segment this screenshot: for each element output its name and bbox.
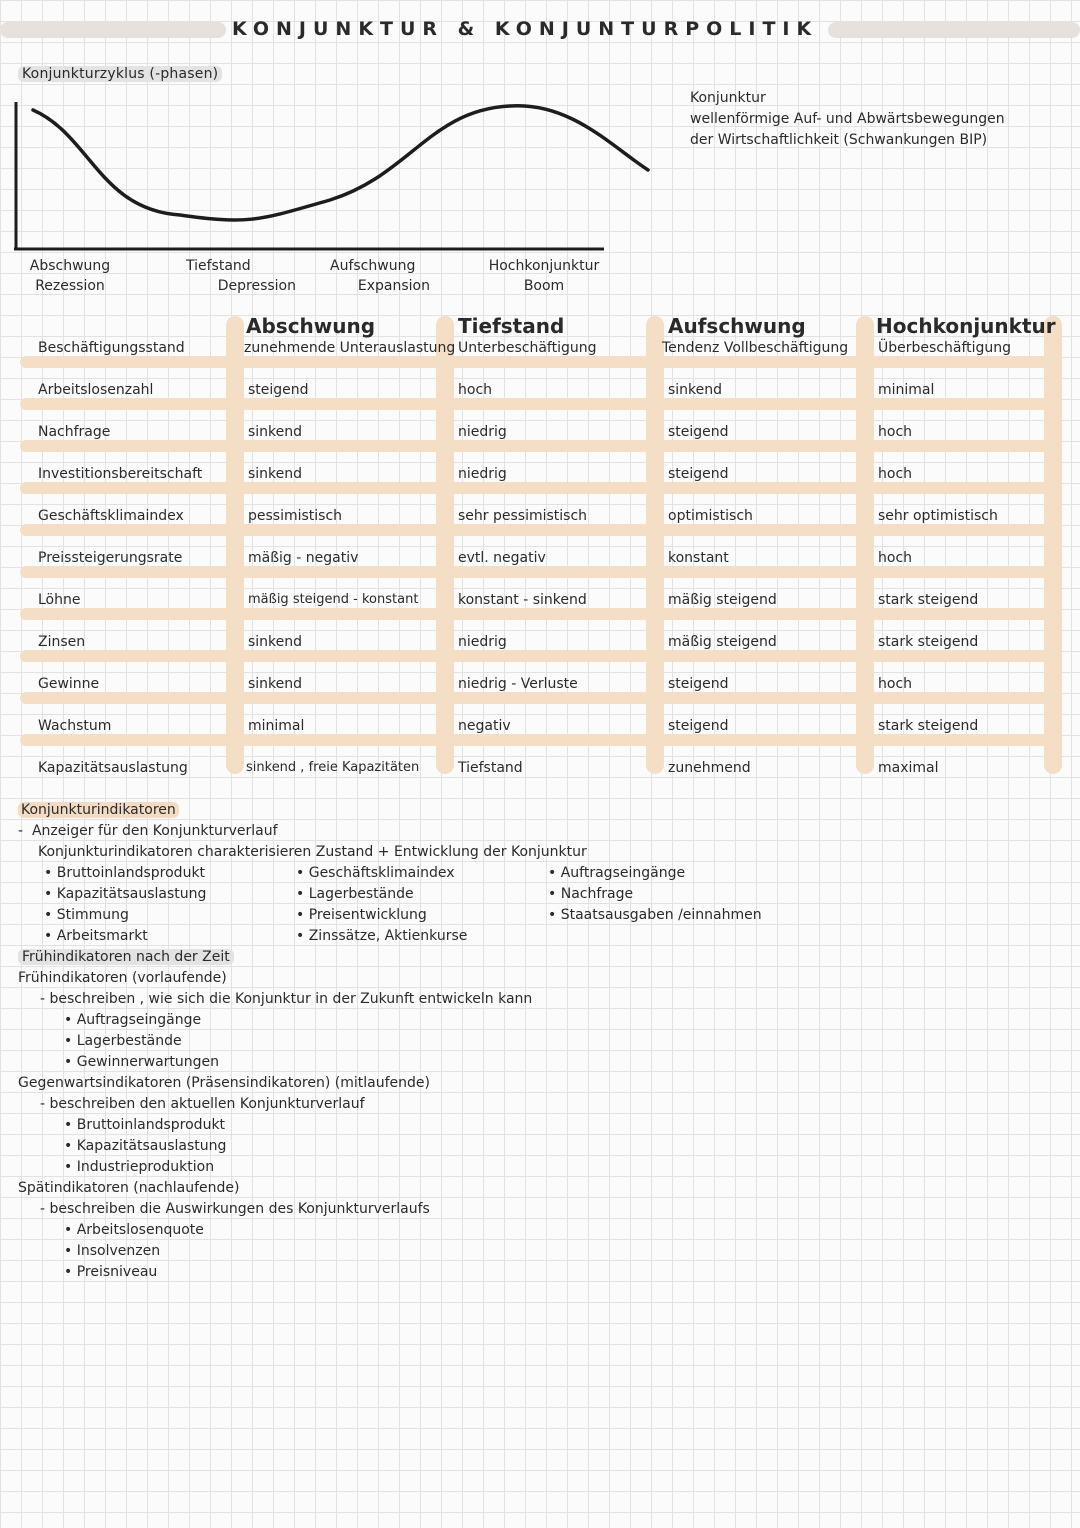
table-cell: steigend [668,718,729,734]
list-item-text: Bruttoinlandsprodukt [56,865,206,881]
row-stripe [20,356,1060,368]
by-time-heading [18,947,234,968]
list-item: • Auftragseingänge [64,1012,202,1028]
row-stripe [20,398,1060,410]
table-cell: negativ [458,718,511,734]
row-label: Wachstum [38,718,112,734]
row-label: Arbeitslosenzahl [38,382,154,398]
list-item: • Lagerbestände [296,886,414,902]
early-desc: - beschreiben , wie sich die Konjunktur in der Zukunft entwickeln kann [40,991,533,1007]
list-item-text: Industrieproduktion [76,1159,215,1175]
table-cell: steigend [668,676,729,692]
column-divider [1044,316,1062,774]
list-item-text: Arbeitsmarkt [56,928,148,944]
phase-alt: Boom [523,278,565,294]
row-stripe [20,734,1060,746]
table-cell: hoch [458,382,493,398]
list-item-text: Preisniveau [76,1264,158,1280]
column-divider [856,316,874,774]
table-cell: sehr pessimistisch [458,508,588,524]
definition-term: Konjunktur [690,90,766,106]
list-item: • Bruttoinlandsprodukt [64,1117,226,1133]
phase-name: Aufschwung [330,258,416,274]
early-desc-text: beschreiben , wie sich die Konjunktur in der Zukunft entwickeln kann [49,991,533,1007]
late-desc: - beschreiben die Auswirkungen des Konjunkturverlaufs [40,1201,430,1217]
table-cell: mäßig steigend [668,634,777,650]
row-label: Nachfrage [38,424,111,440]
row-label: Zinsen [38,634,86,650]
column-divider [436,316,454,774]
table-cell: mäßig steigend - konstant [248,592,419,607]
table-cell: stark steigend [878,634,979,650]
table-cell: niedrig [458,634,507,650]
phase-alt: Expansion [357,278,430,294]
definition-block [690,88,1005,151]
list-item-text: Lagerbestände [76,1033,182,1049]
table-cell: stark steigend [878,718,979,734]
definition-line: wellenförmige Auf- und Abwärtsbewegungen [690,111,1005,127]
list-item: • Zinssätze, Aktienkurse [296,928,468,944]
table-cell: sinkend [248,466,303,482]
phase-alt: Depression [217,278,296,294]
column-title-aufschwung: Aufschwung [668,314,806,338]
late-title: Spätindikatoren (nachlaufende) [18,1180,240,1196]
indicators-desc1: Anzeiger für den Konjunkturverlauf [31,823,278,839]
list-item: • Preisniveau [64,1264,158,1280]
list-item: • Arbeitslosenquote [64,1222,204,1238]
present-title: Gegenwartsindikatoren (Präsensindikatoren) (mitlaufende) [18,1075,430,1091]
indicators-heading-text: Konjunkturindikatoren [18,802,179,818]
phase-abschwung [20,256,120,296]
indicators-desc-line [18,821,278,842]
table-cell: mäßig - negativ [248,550,359,566]
row-label: Preissteigerungsrate [38,550,183,566]
dash-bullet: - [18,823,24,839]
table-cell: hoch [878,550,913,566]
row-label: Geschäftsklimaindex [38,508,184,524]
column-divider [646,316,664,774]
row-label: Investitionsbereitschaft [38,466,203,482]
row-stripe [20,566,1060,578]
column-title-abschwung: Abschwung [246,314,376,338]
row-label: Kapazitätsauslastung [38,760,188,776]
table-cell: steigend [668,466,729,482]
row-stripe [20,692,1060,704]
indicators-heading [18,800,179,821]
table-cell: evtl. negativ [458,550,546,566]
table-cell: hoch [878,466,913,482]
list-item-text: Auftragseingänge [560,865,686,881]
table-cell: sinkend [248,676,303,692]
table-cell: steigend [668,424,729,440]
table-cell: minimal [248,718,305,734]
list-item: • Stimmung [44,907,129,923]
table-cell: pessimistisch [248,508,343,524]
cycle-label [18,66,222,82]
row-stripe [20,650,1060,662]
table-cell: optimistisch [668,508,753,524]
column-subtitle: Überbeschäftigung [878,340,1012,356]
cycle-label-text: Konjunkturzyklus (-phasen) [18,66,222,82]
table-cell: maximal [878,760,939,776]
list-item-text: Kapazitätsauslastung [56,886,207,902]
late-desc-text: beschreiben die Auswirkungen des Konjunkturverlaufs [49,1201,430,1217]
phase-name: Hochkonjunktur [488,258,600,274]
table-cell: stark steigend [878,592,979,608]
list-item: • Arbeitsmarkt [44,928,148,944]
row-stripe [20,440,1060,452]
list-item: • Industrieproduktion [64,1159,215,1175]
list-item: • Kapazitätsauslastung [44,886,207,902]
table-cell: sehr optimistisch [878,508,998,524]
list-item: • Insolvenzen [64,1243,161,1259]
phase-alt: Rezession [35,278,105,294]
column-title-tiefstand: Tiefstand [458,314,565,338]
list-item: • Nachfrage [548,886,634,902]
list-item-text: Zinssätze, Aktienkurse [308,928,468,944]
table-cell: Tiefstand [458,760,523,776]
list-item-text: Stimmung [56,907,129,923]
table-cell: sinkend [248,424,303,440]
table-cell: sinkend [668,382,723,398]
cycle-curve [33,106,648,220]
indicators-desc2: Konjunkturindikatoren charakterisieren Zustand + Entwicklung der Konjunktur [38,844,587,860]
early-title: Frühindikatoren (vorlaufende) [18,970,227,986]
table-cell: konstant [668,550,729,566]
table-cell: niedrig [458,466,507,482]
table-cell: mäßig steigend [668,592,777,608]
list-item-text: Nachfrage [560,886,634,902]
list-item: • Preisentwicklung [296,907,427,923]
list-item-text: Arbeitslosenquote [76,1222,204,1238]
list-item-text: Kapazitätsauslastung [76,1138,227,1154]
column-subtitle: Unterbeschäftigung [458,340,597,356]
table-cell: minimal [878,382,935,398]
row-label-beschaeftigungsstand: Beschäftigungsstand [38,340,185,356]
table-cell: niedrig - Verluste [458,676,578,692]
table-cell: hoch [878,424,913,440]
column-subtitle: zunehmende Unterauslastung [244,340,456,356]
list-item-text: Gewinnerwartungen [76,1054,220,1070]
phase-aufschwung [330,256,430,296]
row-stripe [20,524,1060,536]
phase-name: Tiefstand [186,258,251,274]
table-cell: niedrig [458,424,507,440]
row-stripe [20,608,1060,620]
table-cell: sinkend , freie Kapazitäten [246,760,420,775]
column-divider [226,316,244,774]
list-item: • Geschäftsklimaindex [296,865,455,881]
list-item: • Gewinnerwartungen [64,1054,220,1070]
phase-hochkonjunktur [478,256,610,296]
list-item: • Lagerbestände [64,1033,182,1049]
present-desc-text: beschreiben den aktuellen Konjunkturverlauf [49,1096,365,1112]
column-subtitle: Tendenz Vollbeschäftigung [662,340,849,356]
list-item-text: Preisentwicklung [308,907,427,923]
table-cell: hoch [878,676,913,692]
definition-line: der Wirtschaftlichkeit (Schwankungen BIP) [690,132,988,148]
list-item: • Kapazitätsauslastung [64,1138,227,1154]
present-desc: - beschreiben den aktuellen Konjunkturverlauf [40,1096,365,1112]
list-item: • Bruttoinlandsprodukt [44,865,206,881]
page-title: KONJUNKTUR & KONJUNTURPOLITIK [232,18,819,40]
row-label: Löhne [38,592,81,608]
list-item-text: Auftragseingänge [76,1012,202,1028]
list-item-text: Lagerbestände [308,886,414,902]
by-time-text: Frühindikatoren nach der Zeit [18,949,234,965]
cycle-diagram [0,90,680,260]
title-highlight-right [828,22,1080,38]
list-item-text: Bruttoinlandsprodukt [76,1117,226,1133]
list-item: • Auftragseingänge [548,865,686,881]
table-cell: sinkend [248,634,303,650]
table-cell: zunehmend [668,760,751,776]
row-label: Gewinne [38,676,100,692]
list-item: • Staatsausgaben /einnahmen [548,907,762,923]
list-item-text: Staatsausgaben /einnahmen [560,907,762,923]
column-title-hochkonjunktur: Hochkonjunktur [876,314,1056,338]
row-stripe [20,482,1060,494]
title-highlight-left [0,22,226,38]
table-cell: steigend [248,382,309,398]
phase-tiefstand [186,256,296,296]
list-item-text: Insolvenzen [76,1243,161,1259]
list-item-text: Geschäftsklimaindex [308,865,455,881]
table-cell: konstant - sinkend [458,592,587,608]
phase-name: Abschwung [29,258,111,274]
